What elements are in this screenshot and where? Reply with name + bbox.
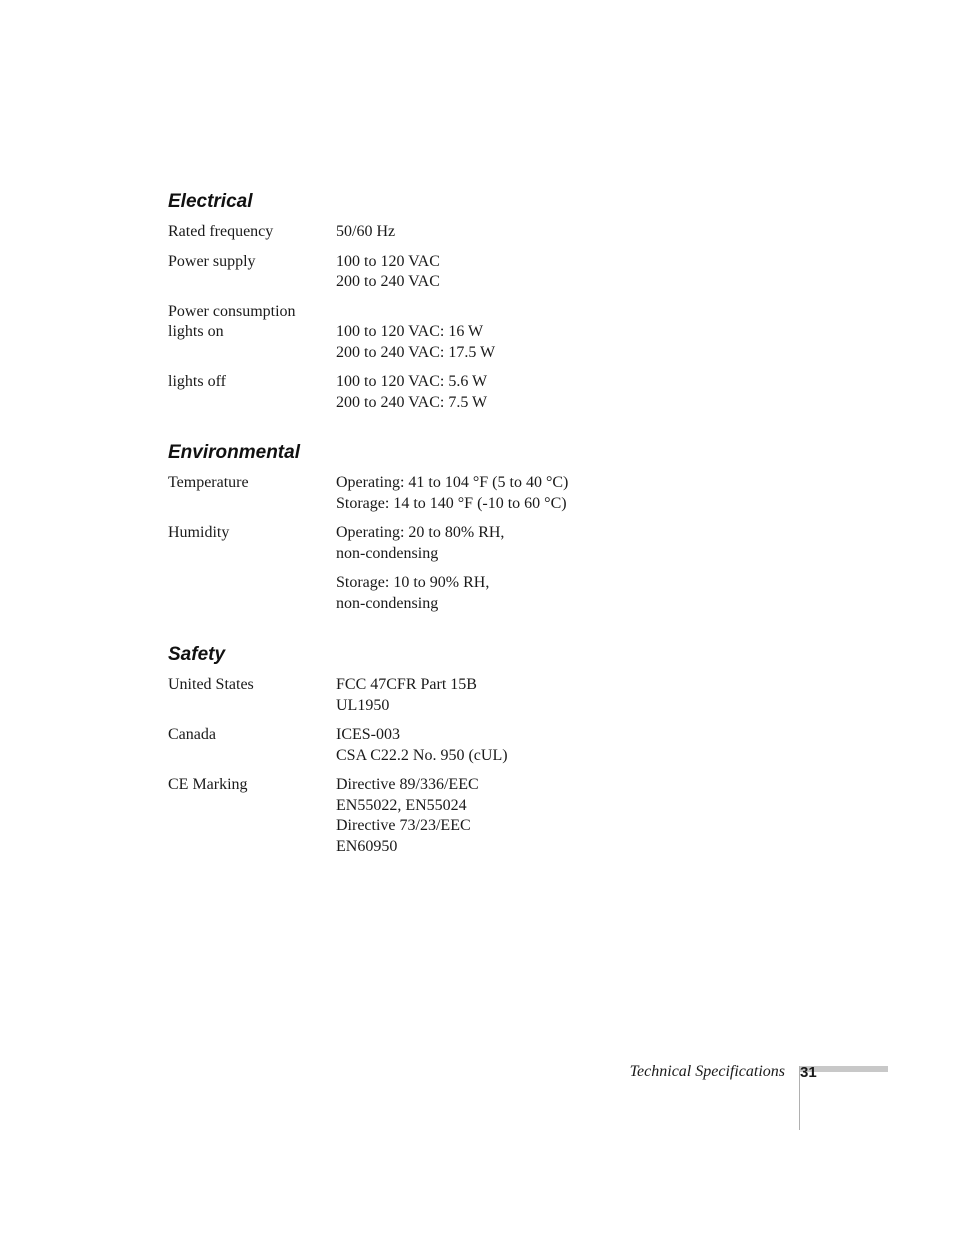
- spec-value: EN60950: [336, 837, 398, 855]
- spec-label: Canada: [168, 726, 216, 743]
- spec-row-power-consumption: [168, 302, 728, 323]
- spec-value: UL1950: [336, 696, 390, 714]
- spec-row-lights-off: [168, 372, 728, 413]
- page-number: 31: [800, 1064, 817, 1081]
- electrical-heading: Electrical: [168, 191, 253, 212]
- spec-label: lights on: [168, 323, 224, 340]
- spec-value: Operating: 20 to 80% RH,: [336, 524, 505, 541]
- spec-label: Temperature: [168, 474, 249, 491]
- spec-label: CE Marking: [168, 776, 248, 793]
- spec-row-power-supply: [168, 252, 728, 293]
- spec-value: 200 to 240 VAC: 17.5 W: [336, 343, 496, 361]
- spec-row-humidity-storage: [168, 573, 728, 614]
- spec-row-united-states: [168, 675, 728, 716]
- spec-value: FCC 47CFR Part 15B: [336, 676, 477, 693]
- spec-value: ICES-003: [336, 726, 400, 743]
- spec-value: non-condensing: [336, 544, 439, 562]
- spec-row-ce-marking: [168, 775, 728, 857]
- spec-value: 100 to 120 VAC: 16 W: [336, 323, 484, 340]
- spec-value: CSA C22.2 No. 950 (cUL): [336, 746, 508, 764]
- footer-section-title: Technical Specifications: [629, 1063, 785, 1080]
- spec-row-rated-frequency: [168, 222, 728, 243]
- safety-heading: Safety: [168, 644, 226, 665]
- environmental-heading: Environmental: [168, 442, 300, 463]
- environmental-section: [168, 441, 728, 623]
- spec-label: Power supply: [168, 252, 256, 270]
- spec-row-humidity: [168, 523, 728, 564]
- spec-label: Humidity: [168, 524, 230, 541]
- spec-row-canada: [168, 725, 728, 766]
- spec-value: Directive 89/336/EEC: [336, 776, 479, 793]
- spec-value: 100 to 120 VAC: 5.6 W: [336, 373, 488, 390]
- spec-value: Operating: 41 to 104 °F (5 to 40 °C): [336, 474, 569, 491]
- spec-value: non-condensing: [336, 594, 439, 612]
- safety-section: [168, 643, 728, 866]
- spec-row-temperature: [168, 473, 728, 514]
- spec-label: United States: [168, 676, 254, 693]
- spec-label: Rated frequency: [168, 223, 274, 240]
- spec-row-lights-on: [168, 322, 728, 363]
- spec-value: 50/60 Hz: [336, 223, 396, 240]
- spec-label: lights off: [168, 373, 226, 390]
- spec-value: EN55022, EN55024: [336, 796, 467, 814]
- spec-value: Storage: 14 to 140 °F (-10 to 60 °C): [336, 494, 567, 512]
- spec-value: 200 to 240 VAC: [336, 273, 440, 290]
- electrical-section: [168, 190, 728, 422]
- spec-value: Directive 73/23/EEC: [336, 817, 471, 834]
- spec-value: 200 to 240 VAC: 7.5 W: [336, 393, 488, 411]
- spec-value: Storage: 10 to 90% RH,: [336, 574, 490, 591]
- spec-value: 100 to 120 VAC: [336, 252, 440, 270]
- spec-label: Power consumption: [168, 302, 296, 320]
